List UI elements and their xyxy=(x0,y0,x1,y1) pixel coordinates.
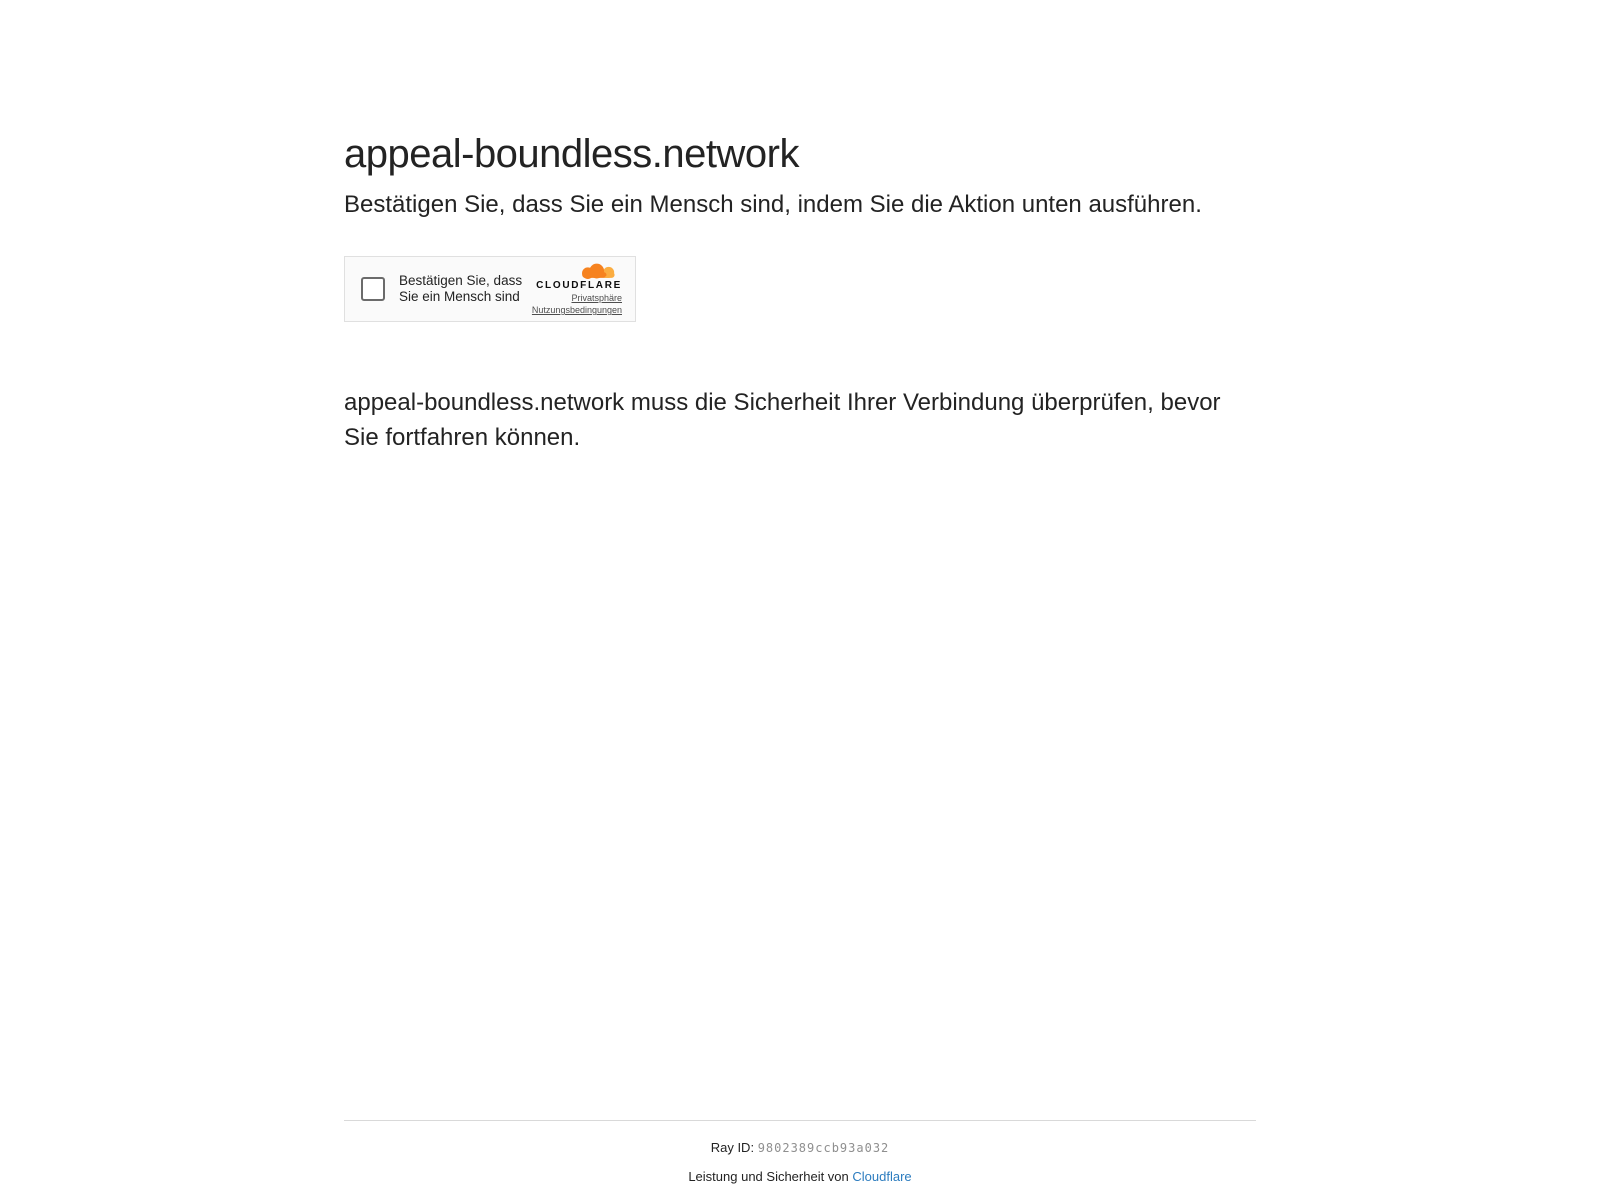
ray-id-line xyxy=(344,1140,1256,1155)
cloudflare-wordmark: CLOUDFLARE xyxy=(536,280,622,291)
security-text: Leistung und Sicherheit von xyxy=(688,1169,849,1184)
cloudflare-cloud-icon xyxy=(579,263,617,280)
cloudflare-link[interactable]: Cloudflare xyxy=(852,1169,912,1184)
ray-id-label: Ray ID: xyxy=(710,1140,755,1155)
ray-id-value: 9802389ccb93a032 xyxy=(757,1141,890,1155)
verification-message: appeal-boundless.network muss die Sicherheit Ihrer Verbindung überprüfen, bevor Sie fortfahren können. xyxy=(344,389,1221,451)
privacy-link[interactable]: Privatsphäre xyxy=(571,293,622,303)
checkbox-label: Bestätigen Sie, dass Sie ein Mensch sind xyxy=(399,272,523,304)
main-content xyxy=(320,0,1280,1120)
human-verification-checkbox[interactable] xyxy=(361,277,385,301)
cloudflare-branding xyxy=(532,263,622,315)
turnstile-widget xyxy=(344,256,636,322)
footer-security-line xyxy=(344,1169,1256,1184)
footer-divider xyxy=(344,1120,1256,1121)
page-title: appeal-boundless.network xyxy=(344,132,799,176)
footer xyxy=(320,1120,1280,1200)
page-subtitle: Bestätigen Sie, dass Sie ein Mensch sind, indem Sie die Aktion unten ausführen. xyxy=(344,191,1202,218)
terms-link[interactable]: Nutzungsbedingungen xyxy=(531,305,622,315)
